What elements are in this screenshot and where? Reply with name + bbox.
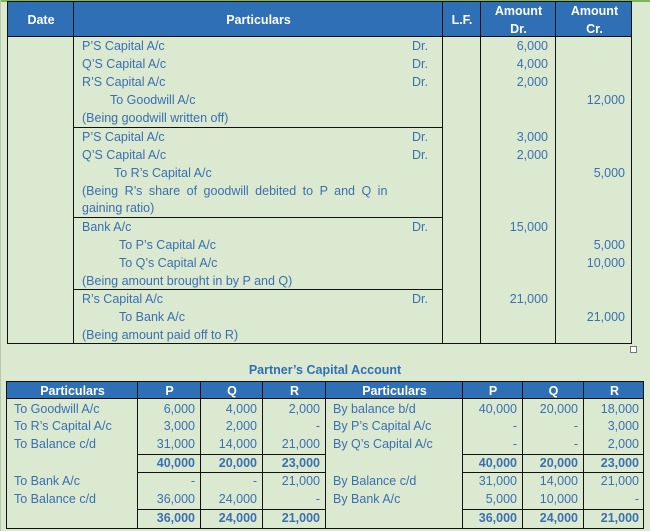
table-bottom: [6, 528, 644, 529]
col-line: [73, 1, 74, 344]
q-total: 20,000: [218, 456, 257, 470]
q-value: -: [252, 474, 257, 488]
dr-amount: 6,000: [516, 39, 548, 53]
r-value: 2,000: [607, 437, 639, 451]
p-value: 31,000: [156, 437, 195, 451]
p-total: 36,000: [156, 511, 195, 525]
col-line: [631, 37, 632, 344]
r-value: 3,000: [607, 419, 639, 433]
r-value: 2,000: [288, 402, 320, 416]
r-value: -: [315, 492, 320, 506]
row-label: To R’s Capital A/c: [14, 419, 112, 433]
cr-amount: 5,000: [593, 166, 625, 180]
entry-line-text: Q’S Capital A/c: [82, 57, 167, 71]
entry-line-text: R’S Capital A/c: [82, 75, 166, 89]
cr-amount: 12,000: [586, 93, 625, 107]
r-total: 23,000: [600, 456, 639, 470]
q-value: -: [573, 437, 578, 451]
left-border: [0, 0, 1, 531]
col-line: [442, 1, 443, 344]
row-label: To Balance c/d: [14, 492, 96, 506]
resize-handle[interactable]: [630, 346, 637, 353]
header-lf: L.F.: [451, 13, 473, 27]
r-value: 21,000: [281, 437, 320, 451]
r-value: 21,000: [281, 474, 320, 488]
header-right-p: P: [488, 384, 498, 398]
header-amount-cr: [556, 2, 633, 38]
col-line: [7, 37, 8, 344]
header-particulars: Particulars: [226, 13, 291, 27]
header-amount-dr-line1: Amount: [494, 4, 543, 18]
q-total: 24,000: [539, 511, 578, 525]
dr-amount: 3,000: [516, 130, 548, 144]
row-label: To Bank A/c: [14, 474, 81, 488]
r-total: 21,000: [281, 511, 320, 525]
capital-account-table: [6, 381, 644, 530]
r-value: 18,000: [600, 402, 639, 416]
header-left-q: Q: [227, 384, 237, 398]
cr-amount: 5,000: [593, 238, 625, 252]
narration: (Being amount brought in by P and Q): [82, 274, 293, 288]
header-left-r: R: [289, 384, 300, 398]
dr-mark: Dr.: [412, 220, 428, 234]
header-right-particulars: Particulars: [362, 384, 427, 398]
dr-amount: 21,000: [509, 292, 548, 306]
dr-amount: 4,000: [516, 57, 548, 71]
dr-mark: Dr.: [412, 57, 428, 71]
q-value: 24,000: [218, 492, 257, 506]
q-value: -: [573, 419, 578, 433]
narration: (Being amount paid off to R): [82, 328, 239, 342]
header-left-particulars: Particulars: [40, 384, 105, 398]
entry-line-text: To Q’s Capital A/c: [119, 256, 218, 270]
entry-line-text: To P’s Capital A/c: [119, 238, 217, 252]
col-line: [325, 381, 326, 529]
entry-line-text: To Goodwill A/c: [110, 93, 196, 107]
narration: (Being R’s share of goodwill debited to P and Q in: [82, 184, 388, 198]
dr-mark: Dr.: [412, 148, 428, 162]
cr-amount: 10,000: [586, 256, 625, 270]
cr-amount: 21,000: [586, 310, 625, 324]
p-total: 36,000: [478, 511, 517, 525]
q-value: 4,000: [225, 402, 257, 416]
row-label: By Q’s Capital A/c: [333, 437, 433, 451]
dr-amount: 2,000: [516, 75, 548, 89]
p-value: -: [512, 437, 517, 451]
row-label: To Goodwill A/c: [14, 402, 100, 416]
r-total: 23,000: [281, 456, 320, 470]
q-total: 20,000: [539, 456, 578, 470]
q-value: 14,000: [539, 474, 578, 488]
p-total: 40,000: [478, 456, 517, 470]
capital-account-title: Partner’s Capital Account: [248, 363, 402, 377]
q-value: 10,000: [539, 492, 578, 506]
r-value: -: [634, 492, 639, 506]
header-date: Date: [27, 13, 55, 27]
p-value: 3,000: [163, 419, 195, 433]
col-line: [643, 381, 644, 529]
narration: gaining ratio): [82, 201, 155, 215]
p-value: 5,000: [485, 492, 517, 506]
p-value: -: [190, 474, 195, 488]
narration: (Being goodwill written off): [82, 111, 229, 125]
journal-header: [7, 1, 632, 37]
q-value: 2,000: [225, 419, 257, 433]
row-label: By Bank A/c: [333, 492, 401, 506]
dr-mark: Dr.: [412, 130, 428, 144]
header-amount-dr-line2: Dr.: [510, 22, 527, 36]
p-value: 36,000: [156, 492, 195, 506]
p-value: 40,000: [478, 402, 517, 416]
p-value: 31,000: [478, 474, 517, 488]
col-line: [6, 381, 7, 529]
row-label: By Balance c/d: [333, 474, 417, 488]
r-value: 21,000: [600, 474, 639, 488]
header-amount-dr: [481, 2, 556, 38]
entry-line-text: R’s Capital A/c: [82, 292, 164, 306]
dr-amount: 15,000: [509, 220, 548, 234]
header-amount-cr-line1: Amount: [570, 4, 619, 18]
entry-line-text: To R’s Capital A/c: [114, 166, 212, 180]
q-value: 14,000: [218, 437, 257, 451]
row-label: To Balance c/d: [14, 437, 96, 451]
entry-line-text: P’S Capital A/c: [82, 130, 165, 144]
r-total: 21,000: [600, 511, 639, 525]
dr-amount: 2,000: [516, 148, 548, 162]
header-right-r: R: [609, 384, 620, 398]
entry-line-text: P’S Capital A/c: [82, 39, 165, 53]
dr-mark: Dr.: [412, 39, 428, 53]
dr-mark: Dr.: [412, 292, 428, 306]
row-label: By P’s Capital A/c: [333, 419, 432, 433]
row-label: By balance b/d: [333, 402, 416, 416]
entry-line-text: Bank A/c: [82, 220, 132, 234]
r-value: -: [315, 419, 320, 433]
entry-line-text: Q’S Capital A/c: [82, 148, 167, 162]
q-value: 20,000: [539, 402, 578, 416]
header-right-q: Q: [548, 384, 559, 398]
p-total: 40,000: [156, 456, 195, 470]
dr-mark: Dr.: [412, 75, 428, 89]
entry-line-text: To Bank A/c: [119, 310, 186, 324]
p-value: 6,000: [163, 402, 195, 416]
p-value: -: [512, 419, 517, 433]
header-left-p: P: [165, 384, 174, 398]
header-amount-cr-line2: Cr.: [586, 22, 603, 36]
q-total: 24,000: [218, 511, 257, 525]
